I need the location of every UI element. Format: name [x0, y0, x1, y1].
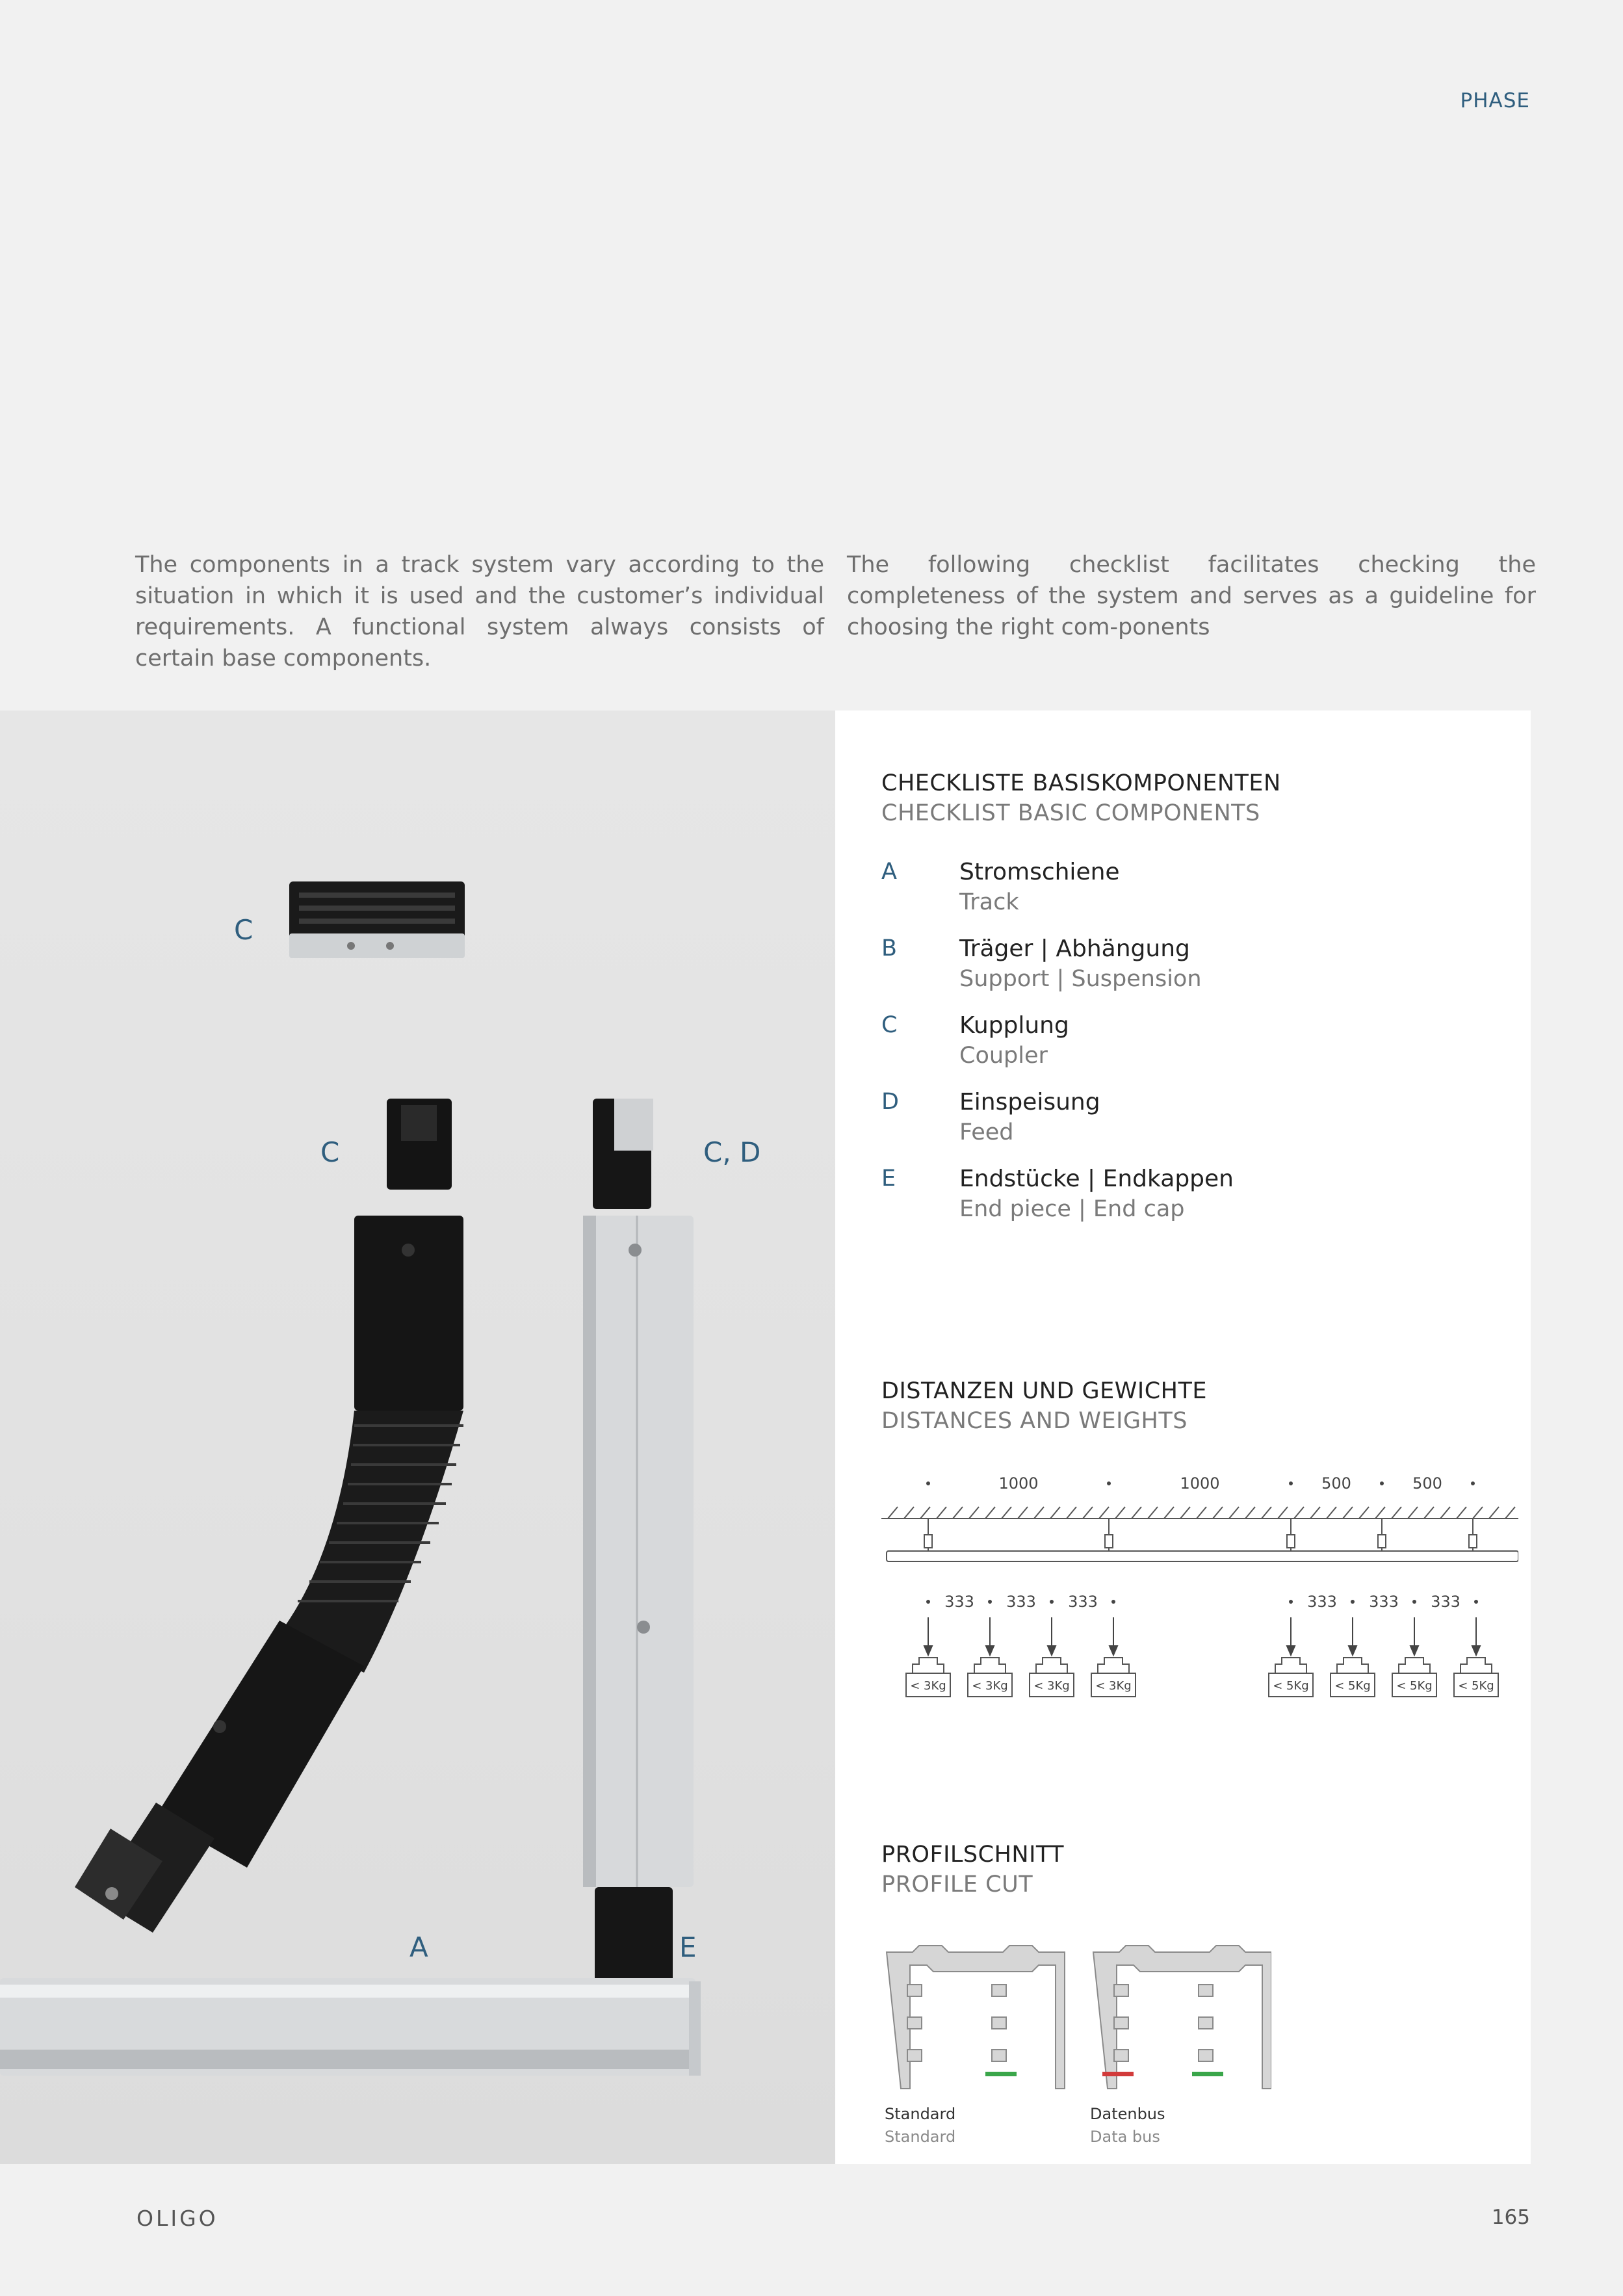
load-spacing-label: 333 — [944, 1593, 974, 1611]
distances-title-de: DISTANZEN UND GEWICHTE — [881, 1378, 1207, 1404]
profile-title-en: PROFILE CUT — [881, 1872, 1033, 1898]
checklist-letter: D — [881, 1089, 899, 1115]
checklist-item-de: Endstücke | Endkappen — [959, 1166, 1234, 1192]
checklist-letter: B — [881, 935, 898, 961]
databus-label-de: Datenbus — [1090, 2105, 1165, 2123]
checklist-letter: A — [881, 859, 897, 885]
feed-coupler-image — [583, 1099, 694, 2037]
checklist-letter: E — [881, 1166, 896, 1192]
checklist-item-en: Coupler — [959, 1043, 1048, 1069]
red-marker — [1102, 2072, 1134, 2076]
checklist-item — [881, 1089, 1466, 1166]
standard-profile-icon — [887, 1946, 1065, 2089]
weight-label: < 3Kg — [1095, 1679, 1132, 1693]
weight-label: < 3Kg — [972, 1679, 1008, 1693]
green-marker — [985, 2072, 1017, 2076]
load-spacing-label: 333 — [1006, 1593, 1036, 1611]
weight-label: < 3Kg — [910, 1679, 946, 1693]
standard-label-de: Standard — [885, 2105, 956, 2123]
product-photo — [0, 711, 835, 2164]
intro-right-paragraph: The following checklist facilitates checking the completeness of the system and serves as a guideline for choosing the right com-ponents — [847, 552, 1536, 640]
intro-left-paragraph: The components in a track system vary according to the situation in which it is used and the customer’s individual requirements. A functional system always consists of certain base components. — [135, 552, 824, 672]
weight-label: < 5Kg — [1458, 1679, 1494, 1693]
ceiling-hatching — [881, 1507, 1518, 1519]
checklist-item — [881, 935, 1466, 1012]
straight-coupler-image — [289, 881, 465, 958]
checklist-title-en: CHECKLIST BASIC COMPONENTS — [881, 800, 1260, 826]
load-spacing-label: 333 — [1431, 1593, 1461, 1611]
weight-label: < 5Kg — [1396, 1679, 1433, 1693]
track-line — [887, 1551, 1518, 1561]
load-spacing-label: 333 — [1307, 1593, 1337, 1611]
spacing-label: 1000 — [998, 1474, 1039, 1493]
checklist-item-de: Einspeisung — [959, 1089, 1100, 1115]
label-e: E — [679, 1931, 697, 1963]
flexible-coupler-image — [75, 1099, 463, 1933]
label-c-top: C — [234, 914, 253, 946]
checklist-item — [881, 1166, 1466, 1242]
checklist-title-de: CHECKLISTE BASISKOMPONENTEN — [881, 770, 1281, 796]
databus-profile-icon — [1093, 1946, 1271, 2089]
spacing-label: 1000 — [1180, 1474, 1220, 1493]
checklist-item-en: Feed — [959, 1119, 1014, 1145]
info-panel — [835, 711, 1531, 2164]
weight-label: < 3Kg — [1033, 1679, 1070, 1693]
brand-logo: OLIGO — [136, 2206, 218, 2231]
checklist-item-de: Kupplung — [959, 1012, 1069, 1039]
checklist — [881, 859, 1466, 1242]
checklist-item-de: Träger | Abhängung — [959, 935, 1190, 962]
checklist-item-en: Support | Suspension — [959, 966, 1202, 992]
label-c-d: C, D — [703, 1136, 761, 1168]
load-spacing-label: 333 — [1068, 1593, 1098, 1611]
weight-label: < 5Kg — [1273, 1679, 1309, 1693]
spacing-label: 500 — [1321, 1474, 1351, 1493]
standard-label-en: Standard — [885, 2128, 956, 2146]
distances-title-en: DISTANCES AND WEIGHTS — [881, 1408, 1188, 1434]
checklist-letter: C — [881, 1012, 898, 1038]
distances-diagram — [881, 1467, 1518, 1779]
section-title: PHASE — [1460, 89, 1530, 112]
profile-title-de: PROFILSCHNITT — [881, 1842, 1065, 1868]
suspension-wires — [924, 1519, 1477, 1551]
label-a: A — [409, 1931, 428, 1963]
weight-label: < 5Kg — [1334, 1679, 1371, 1693]
green-marker — [1192, 2072, 1223, 2076]
checklist-item-en: Track — [959, 889, 1019, 915]
track-rail-image — [0, 1978, 701, 2076]
load-spacing-label: 333 — [1369, 1593, 1399, 1611]
checklist-item — [881, 859, 1466, 935]
load-arrows — [924, 1617, 1480, 1655]
databus-label-en: Data bus — [1090, 2128, 1160, 2146]
checklist-item-de: Stromschiene — [959, 859, 1120, 885]
spacing-label: 500 — [1412, 1474, 1442, 1493]
checklist-item-en: End piece | End cap — [959, 1196, 1185, 1222]
checklist-item — [881, 1012, 1466, 1089]
label-c-flex: C — [320, 1136, 340, 1168]
page-number: 165 — [1491, 2206, 1530, 2229]
